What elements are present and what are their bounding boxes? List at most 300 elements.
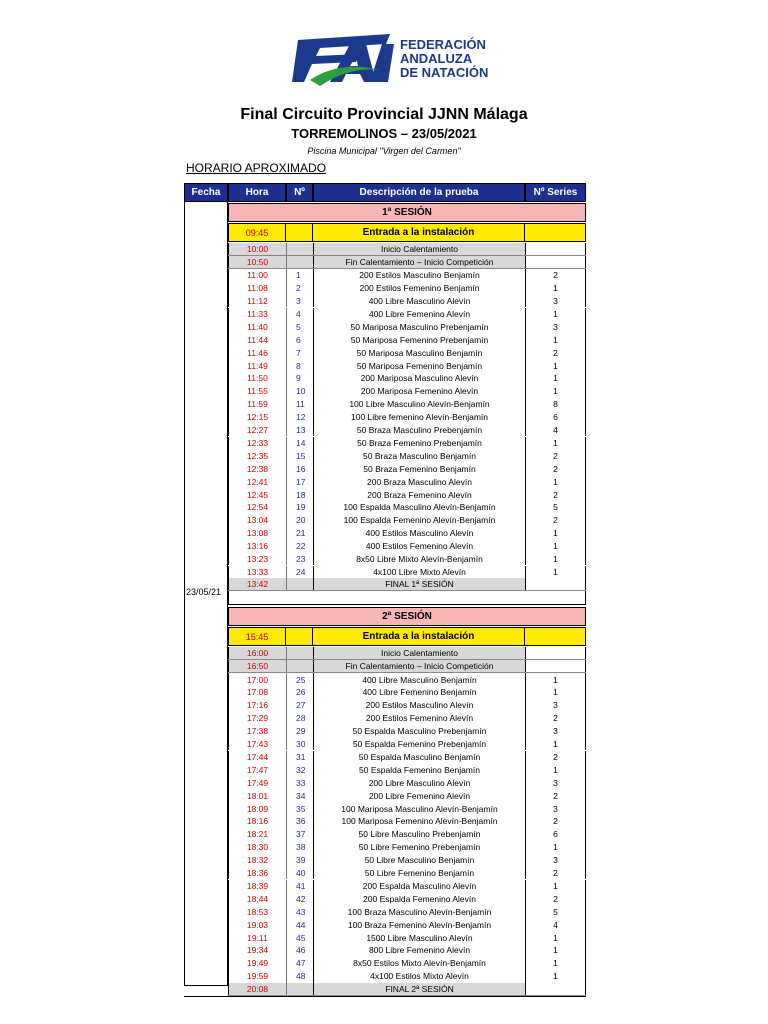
event-row — [228, 789, 586, 802]
event-time: 12:33 — [228, 437, 286, 450]
event-series: 1 — [525, 880, 586, 893]
event-description: 50 Mariposa Masculino Benjamín — [313, 346, 525, 359]
event-row — [228, 398, 586, 411]
event-series: 1 — [525, 841, 586, 854]
event-time: 13:04 — [228, 514, 286, 527]
event-number: 29 — [286, 725, 313, 738]
event-time: 19:34 — [228, 944, 286, 957]
event-time: 17:00 — [228, 673, 286, 686]
event-description: 400 Estilos Femenino Alevín — [313, 540, 525, 553]
event-description: 50 Libre Masculino Benjamín — [313, 854, 525, 867]
event-time: 19:59 — [228, 970, 286, 983]
event-description: 50 Libre Masculino Prebenjamín — [313, 828, 525, 841]
horario-label: HORARIO APROXIMADO — [186, 161, 327, 175]
event-row — [228, 424, 586, 437]
event-time: 19:49 — [228, 957, 286, 970]
event-row — [228, 501, 586, 514]
entrada-time: 09:45 — [228, 223, 286, 242]
event-series: 4 — [525, 918, 586, 931]
event-number: 39 — [286, 854, 313, 867]
event-time: 12:35 — [228, 449, 286, 462]
event-description: 50 Braza Masculino Prebenjamín — [313, 424, 525, 437]
event-row — [228, 712, 586, 725]
event-series: 2 — [525, 462, 586, 475]
event-time: 13:33 — [228, 566, 286, 579]
event-number: 3 — [286, 295, 313, 308]
event-row — [228, 553, 586, 566]
session-header: 2ª SESIÓN — [228, 607, 586, 626]
entrada-row — [228, 223, 586, 242]
event-series: 1 — [525, 359, 586, 372]
event-description: 50 Espalda Femenino Benjamín — [313, 763, 525, 776]
event-number: 18 — [286, 488, 313, 501]
event-description: Inicio Calentamiento — [313, 243, 525, 255]
event-row — [228, 308, 586, 321]
event-number: 5 — [286, 320, 313, 333]
event-time: 17:08 — [228, 686, 286, 699]
event-description: 50 Espalda Masculino Benjamín — [313, 751, 525, 764]
event-description: FINAL 2ª SESIÓN — [313, 983, 525, 995]
event-time: 11:55 — [228, 385, 286, 398]
event-row — [228, 673, 586, 686]
event-description: 200 Estilos Masculino Benjamín — [313, 269, 525, 282]
event-series: 2 — [525, 269, 586, 282]
event-number: 17 — [286, 475, 313, 488]
event-number: 14 — [286, 437, 313, 450]
event-time: 11:12 — [228, 295, 286, 308]
event-number: 40 — [286, 867, 313, 880]
event-time: 13:16 — [228, 540, 286, 553]
event-row — [228, 385, 586, 398]
event-series — [525, 660, 586, 672]
session-gap — [228, 591, 586, 605]
event-series: 1 — [525, 566, 586, 579]
event-number — [286, 647, 313, 659]
event-series — [525, 578, 586, 590]
event-series: 1 — [525, 372, 586, 385]
event-number: 36 — [286, 815, 313, 828]
warmup-row — [228, 983, 586, 996]
event-number — [286, 578, 313, 590]
event-description: 50 Mariposa Femenino Prebenjamín — [313, 333, 525, 346]
event-series: 2 — [525, 346, 586, 359]
event-time: 11:44 — [228, 333, 286, 346]
event-time: 18:30 — [228, 841, 286, 854]
event-description: 50 Braza Femenino Prebenjamín — [313, 437, 525, 450]
header-series: Nº Series — [525, 183, 586, 202]
event-time: 11:49 — [228, 359, 286, 372]
event-time: 18:01 — [228, 789, 286, 802]
event-row — [228, 918, 586, 931]
event-series: 2 — [525, 449, 586, 462]
event-series: 1 — [525, 763, 586, 776]
event-series: 3 — [525, 320, 586, 333]
warmup-row — [228, 647, 586, 660]
event-series: 5 — [525, 501, 586, 514]
event-number: 4 — [286, 308, 313, 321]
event-row — [228, 411, 586, 424]
warmup-row — [228, 243, 586, 256]
event-row — [228, 462, 586, 475]
header-num: Nº — [286, 183, 313, 202]
event-row — [228, 815, 586, 828]
header-desc: Descripción de la prueba — [313, 183, 525, 202]
fan-logo — [290, 30, 489, 90]
event-row — [228, 540, 586, 553]
event-row — [228, 828, 586, 841]
event-series: 4 — [525, 424, 586, 437]
entrada-num — [286, 627, 313, 646]
event-number — [286, 983, 313, 995]
event-row — [228, 269, 586, 282]
table-bottom-border — [184, 996, 586, 997]
event-number — [286, 243, 313, 255]
event-time: 18:44 — [228, 892, 286, 905]
event-series: 1 — [525, 527, 586, 540]
event-series: 2 — [525, 789, 586, 802]
event-description: 100 Braza Femenino Alevín-Benjamín — [313, 918, 525, 931]
event-series: 1 — [525, 553, 586, 566]
event-time: 19:11 — [228, 931, 286, 944]
event-row — [228, 437, 586, 450]
event-row — [228, 867, 586, 880]
event-series: 1 — [525, 475, 586, 488]
event-time: 11:46 — [228, 346, 286, 359]
event-time: 11:40 — [228, 320, 286, 333]
event-description: 400 Estilos Masculino Alevín — [313, 527, 525, 540]
event-series: 3 — [525, 725, 586, 738]
event-description: 200 Braza Masculino Alevín — [313, 475, 525, 488]
event-row — [228, 686, 586, 699]
event-number: 1 — [286, 269, 313, 282]
event-description: 8x50 Libre Mixto Alevín-Benjamín — [313, 553, 525, 566]
event-series: 1 — [525, 931, 586, 944]
session-header: 1ª SESIÓN — [228, 203, 586, 222]
event-number: 43 — [286, 905, 313, 918]
event-row — [228, 905, 586, 918]
event-series: 1 — [525, 686, 586, 699]
event-number: 41 — [286, 880, 313, 893]
event-number: 44 — [286, 918, 313, 931]
event-time: 17:16 — [228, 699, 286, 712]
event-time: 10:00 — [228, 243, 286, 255]
event-description: 400 Libre Femenino Benjamín — [313, 686, 525, 699]
event-number: 38 — [286, 841, 313, 854]
warmup-row — [228, 660, 586, 673]
event-description: 400 Libre Femenino Alevín — [313, 308, 525, 321]
event-row — [228, 449, 586, 462]
event-number: 10 — [286, 385, 313, 398]
logo-line-2: ANDALUZA — [400, 51, 473, 66]
entrada-time: 15:45 — [228, 627, 286, 646]
logo-line-1: FEDERACIÓN — [400, 37, 486, 52]
event-description: 200 Libre Masculino Alevín — [313, 776, 525, 789]
event-description: 8x50 Estilos Mixto Alevín-Benjamín — [313, 957, 525, 970]
event-number: 6 — [286, 333, 313, 346]
entrada-series — [525, 223, 586, 242]
event-time: 13:42 — [228, 578, 286, 590]
event-time: 12:45 — [228, 488, 286, 501]
event-description: 50 Braza Femenino Benjamín — [313, 462, 525, 475]
entrada-description: Entrada a la instalación — [313, 627, 525, 646]
event-description: 200 Mariposa Femenino Alevín — [313, 385, 525, 398]
entrada-row — [228, 627, 586, 646]
event-description: FINAL 1ª SESIÓN — [313, 578, 525, 590]
event-series: 3 — [525, 802, 586, 815]
event-number: 12 — [286, 411, 313, 424]
event-row — [228, 295, 586, 308]
event-number: 34 — [286, 789, 313, 802]
event-time: 18:36 — [228, 867, 286, 880]
event-time: 17:38 — [228, 725, 286, 738]
event-description: 50 Mariposa Femenino Benjamín — [313, 359, 525, 372]
event-description: 400 Libre Masculino Benjamín — [313, 673, 525, 686]
page-title: Final Circuito Provincial JJNN Málaga — [240, 106, 528, 123]
event-description: 50 Braza Masculino Benjamín — [313, 449, 525, 462]
event-row — [228, 514, 586, 527]
event-number: 42 — [286, 892, 313, 905]
event-series: 1 — [525, 540, 586, 553]
event-time: 18:09 — [228, 802, 286, 815]
event-time: 19:03 — [228, 918, 286, 931]
event-description: Inicio Calentamiento — [313, 647, 525, 659]
event-number: 32 — [286, 763, 313, 776]
event-number: 11 — [286, 398, 313, 411]
event-row — [228, 970, 586, 983]
event-row — [228, 751, 586, 764]
event-time: 11:08 — [228, 282, 286, 295]
event-description: Fin Calentamiento – Inicio Competición — [313, 660, 525, 672]
logo-line-3: DE NATACIÓN — [400, 65, 489, 80]
event-number: 33 — [286, 776, 313, 789]
event-number: 26 — [286, 686, 313, 699]
event-series — [525, 647, 586, 659]
event-time: 12:54 — [228, 501, 286, 514]
event-time: 10:50 — [228, 256, 286, 268]
event-series — [525, 256, 586, 268]
event-row — [228, 699, 586, 712]
event-description: 50 Libre Femenino Benjamín — [313, 867, 525, 880]
event-time: 17:43 — [228, 738, 286, 751]
event-time: 11:59 — [228, 398, 286, 411]
event-number: 19 — [286, 501, 313, 514]
event-row — [228, 944, 586, 957]
event-description: 400 Libre Masculino Alevín — [313, 295, 525, 308]
event-number: 47 — [286, 957, 313, 970]
event-number: 45 — [286, 931, 313, 944]
event-time: 12:41 — [228, 475, 286, 488]
event-description: 50 Espalda Femenino Prebenjamín — [313, 738, 525, 751]
event-series: 5 — [525, 905, 586, 918]
event-series: 3 — [525, 295, 586, 308]
event-number: 31 — [286, 751, 313, 764]
event-row — [228, 566, 586, 579]
event-row — [228, 527, 586, 540]
event-row — [228, 738, 586, 751]
event-series: 1 — [525, 957, 586, 970]
event-number: 2 — [286, 282, 313, 295]
event-row — [228, 931, 586, 944]
event-description: 50 Libre Femenino Prebenjamín — [313, 841, 525, 854]
event-series: 8 — [525, 398, 586, 411]
event-number: 20 — [286, 514, 313, 527]
event-description: 100 Braza Masculino Alevín-Benjamín — [313, 905, 525, 918]
event-number: 28 — [286, 712, 313, 725]
event-number: 16 — [286, 462, 313, 475]
event-number: 30 — [286, 738, 313, 751]
event-series: 1 — [525, 282, 586, 295]
event-series: 3 — [525, 854, 586, 867]
fecha-value: 23/05/21 — [186, 587, 222, 597]
event-series: 2 — [525, 488, 586, 501]
event-time: 18:21 — [228, 828, 286, 841]
event-series: 1 — [525, 970, 586, 983]
event-row — [228, 880, 586, 893]
event-number: 35 — [286, 802, 313, 815]
event-number: 15 — [286, 449, 313, 462]
event-description: 200 Libre Femenino Alevín — [313, 789, 525, 802]
event-description: 4x100 Libre Mixto Alevín — [313, 566, 525, 579]
event-time: 12:38 — [228, 462, 286, 475]
event-number: 23 — [286, 553, 313, 566]
event-time: 11:33 — [228, 308, 286, 321]
event-row — [228, 372, 586, 385]
event-description: 200 Estilos Femenino Alevín — [313, 712, 525, 725]
event-series: 1 — [525, 673, 586, 686]
event-series: 3 — [525, 776, 586, 789]
venue-text: Piscina Municipal "Virgen del Carmen" — [307, 146, 461, 156]
event-time: 18:39 — [228, 880, 286, 893]
event-series — [525, 243, 586, 255]
event-series: 6 — [525, 828, 586, 841]
event-row — [228, 892, 586, 905]
event-number: 48 — [286, 970, 313, 983]
event-row — [228, 282, 586, 295]
event-description: 50 Mariposa Masculino Prebenjamín — [313, 320, 525, 333]
warmup-row — [228, 578, 586, 591]
event-description: 200 Braza Femenino Alevín — [313, 488, 525, 501]
event-series: 2 — [525, 815, 586, 828]
event-series — [525, 983, 586, 995]
event-description: 200 Mariposa Masculino Alevín — [313, 372, 525, 385]
event-description: 200 Espalda Femenino Alevín — [313, 892, 525, 905]
event-description: 100 Libre femenino Alevín-Benjamín — [313, 411, 525, 424]
event-series: 1 — [525, 944, 586, 957]
event-number: 8 — [286, 359, 313, 372]
event-number: 9 — [286, 372, 313, 385]
event-time: 11:00 — [228, 269, 286, 282]
event-time: 18:16 — [228, 815, 286, 828]
event-description: 1500 Libre Masculino Alevín — [313, 931, 525, 944]
event-description: 100 Libre Masculino Alevín-Benjamín — [313, 398, 525, 411]
event-row — [228, 333, 586, 346]
event-time: 17:44 — [228, 751, 286, 764]
fan-logo-mark-icon — [290, 30, 396, 90]
event-time: 18:53 — [228, 905, 286, 918]
event-series: 2 — [525, 892, 586, 905]
event-description: 200 Espalda Masculino Alevín — [313, 880, 525, 893]
event-row — [228, 841, 586, 854]
page-subtitle: TORREMOLINOS – 23/05/2021 — [291, 126, 477, 141]
event-row — [228, 320, 586, 333]
event-series: 1 — [525, 385, 586, 398]
event-series: 2 — [525, 514, 586, 527]
event-description: 4x100 Estilos Mixto Alevín — [313, 970, 525, 983]
event-row — [228, 346, 586, 359]
warmup-row — [228, 256, 586, 269]
entrada-series — [525, 627, 586, 646]
header-fecha: Fecha — [184, 183, 228, 202]
event-description: 100 Espalda Femenino Alevín-Benjamín — [313, 514, 525, 527]
event-description: 100 Espalda Masculino Alevín-Benjamín — [313, 501, 525, 514]
header-hora: Hora — [228, 183, 286, 202]
event-description: Fin Calentamiento – Inicio Competición — [313, 256, 525, 268]
event-time: 13:08 — [228, 527, 286, 540]
event-description: 200 Estilos Femenino Benjamín — [313, 282, 525, 295]
event-series: 2 — [525, 712, 586, 725]
event-time: 20:08 — [228, 983, 286, 995]
event-time: 16:50 — [228, 660, 286, 672]
event-description: 100 Mariposa Masculino Alevín-Benjamín — [313, 802, 525, 815]
event-series: 1 — [525, 333, 586, 346]
event-time: 17:29 — [228, 712, 286, 725]
event-series: 1 — [525, 738, 586, 751]
event-row — [228, 488, 586, 501]
event-row — [228, 763, 586, 776]
event-number: 13 — [286, 424, 313, 437]
event-row — [228, 957, 586, 970]
event-series: 6 — [525, 411, 586, 424]
event-number: 37 — [286, 828, 313, 841]
event-number: 24 — [286, 566, 313, 579]
event-number — [286, 660, 313, 672]
event-row — [228, 725, 586, 738]
event-row — [228, 802, 586, 815]
event-description: 800 Libre Femenino Alevín — [313, 944, 525, 957]
event-time: 16:00 — [228, 647, 286, 659]
event-series: 2 — [525, 751, 586, 764]
event-row — [228, 475, 586, 488]
event-series: 1 — [525, 308, 586, 321]
event-number: 25 — [286, 673, 313, 686]
event-time: 11:50 — [228, 372, 286, 385]
event-row — [228, 854, 586, 867]
event-time: 12:15 — [228, 411, 286, 424]
entrada-description: Entrada a la instalación — [313, 223, 525, 242]
event-time: 12:27 — [228, 424, 286, 437]
entrada-num — [286, 223, 313, 242]
event-number: 22 — [286, 540, 313, 553]
event-time: 18:32 — [228, 854, 286, 867]
event-number: 46 — [286, 944, 313, 957]
event-time: 17:47 — [228, 763, 286, 776]
event-row — [228, 359, 586, 372]
event-description: 50 Espalda Masculino Prebenjamín — [313, 725, 525, 738]
event-description: 100 Mariposa Femenino Alevín-Benjamín — [313, 815, 525, 828]
event-number: 27 — [286, 699, 313, 712]
event-series: 2 — [525, 867, 586, 880]
event-series: 1 — [525, 437, 586, 450]
fan-logo-text — [400, 38, 488, 80]
event-number — [286, 256, 313, 268]
event-row — [228, 776, 586, 789]
event-number: 7 — [286, 346, 313, 359]
event-description: 200 Estilos Masculino Alevín — [313, 699, 525, 712]
event-series: 3 — [525, 699, 586, 712]
event-time: 13:23 — [228, 553, 286, 566]
event-time: 17:49 — [228, 776, 286, 789]
event-number: 21 — [286, 527, 313, 540]
